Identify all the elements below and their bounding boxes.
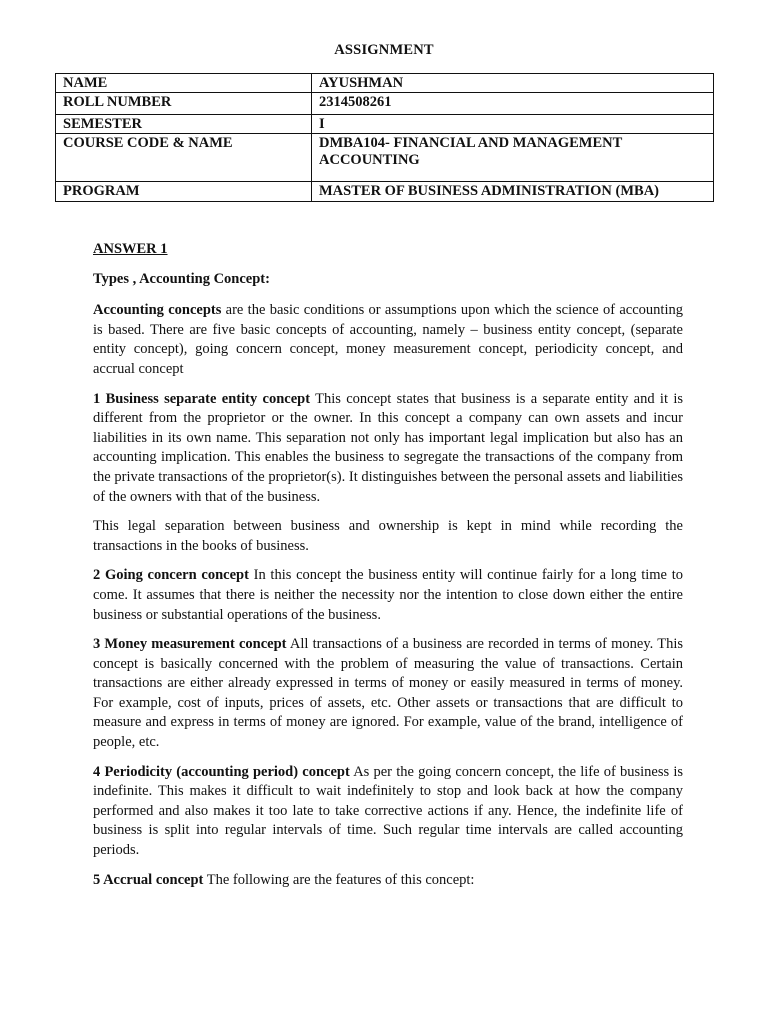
program-value: MASTER OF BUSINESS ADMINISTRATION (MBA) [312, 182, 714, 202]
paragraph-text: The following are the features of this concept: [203, 871, 475, 888]
paragraph-accrual [93, 871, 683, 891]
document-title: ASSIGNMENT [334, 42, 434, 58]
name-label: NAME [56, 74, 312, 93]
paragraph-lead: 4 Periodicity (accounting period) concept [93, 763, 350, 780]
program-label: PROGRAM [56, 182, 312, 202]
course-value: DMBA104- FINANCIAL AND MANAGEMENT ACCOUNTING [312, 134, 714, 182]
section-subheading: Types , Accounting Concept: [93, 270, 270, 287]
table-row [56, 134, 714, 182]
paragraph-lead: 5 Accrual concept [93, 871, 204, 888]
paragraph-text: This legal separation between business and ownership is kept in mind while recording the transactions in the books of business. [93, 518, 683, 554]
paragraph-text: As per the going concern concept, the life of business is indefinite. This makes it difficult to wait indefinitely to stop and look back at how the company performed and also makes it too late to take corrective actions if any. Hence, the indefinite life of business is split into regular intervals of time. Such regular time intervals are called accounting periods. [93, 763, 684, 859]
roll-number-value: 2314508261 [312, 93, 714, 115]
name-value: AYUSHMAN [312, 74, 714, 93]
paragraph-going-concern [93, 566, 683, 625]
paragraph-lead: Accounting concepts [93, 302, 222, 319]
paragraph-text: All transactions of a business are recorded in terms of money. This concept is basically concerned with the problem of measuring the value of transactions. Certain transactions are either already expressed in terms of money or easily measured in terms of money. For example, cost of inputs, prices of assets, etc. Other assets or transactions that are difficult to measure and express in terms of money are ignored. For example, value of the brand, intelligence of people, etc. [93, 636, 683, 751]
paragraph-accounting-concepts [93, 301, 683, 379]
student-info-table [55, 73, 714, 202]
paragraph-text: This concept states that business is a separate entity and it is different from the proprietor or the owner. In this concept a company can own assets and incur liabilities in its own name. This separation not only has important legal implication but also has an accounting implication. This enables the business to segregate the transactions of the company from the private transactions of the proprietor(s). It distinguishes between the personal assets and liabilities of the owners with that of the business. [93, 390, 683, 505]
table-row [56, 182, 714, 202]
paragraph-text: In this concept the business entity will continue fairly for a long time to come. It assumes that there is neither the necessity nor the intention to close down either the entire business or substantial operations of the business. [93, 567, 683, 623]
answer-heading: ANSWER 1 [93, 241, 168, 257]
table-row [56, 74, 714, 93]
answer-content [93, 240, 683, 900]
paragraph-lead: 3 Money measurement concept [93, 636, 287, 653]
paragraph-business-entity [93, 390, 683, 508]
course-label: COURSE CODE & NAME [56, 134, 312, 182]
table-row [56, 115, 714, 134]
semester-value: I [312, 115, 714, 134]
paragraph-lead: 1 Business separate entity concept [93, 390, 311, 407]
paragraph-legal-separation [93, 517, 683, 556]
table-row [56, 93, 714, 115]
roll-number-label: ROLL NUMBER [56, 93, 312, 115]
semester-label: SEMESTER [56, 115, 312, 134]
paragraph-periodicity [93, 763, 683, 861]
paragraph-text: are the basic conditions or assumptions upon which the science of accounting is based. There are five basic concepts of accounting, namely – business entity concept, (separate entity concept), going concern concept, money measurement concept, periodicity concept, and accrual concept [93, 302, 683, 377]
paragraph-money-measurement [93, 635, 683, 753]
paragraph-lead: 2 Going concern concept [93, 567, 249, 584]
